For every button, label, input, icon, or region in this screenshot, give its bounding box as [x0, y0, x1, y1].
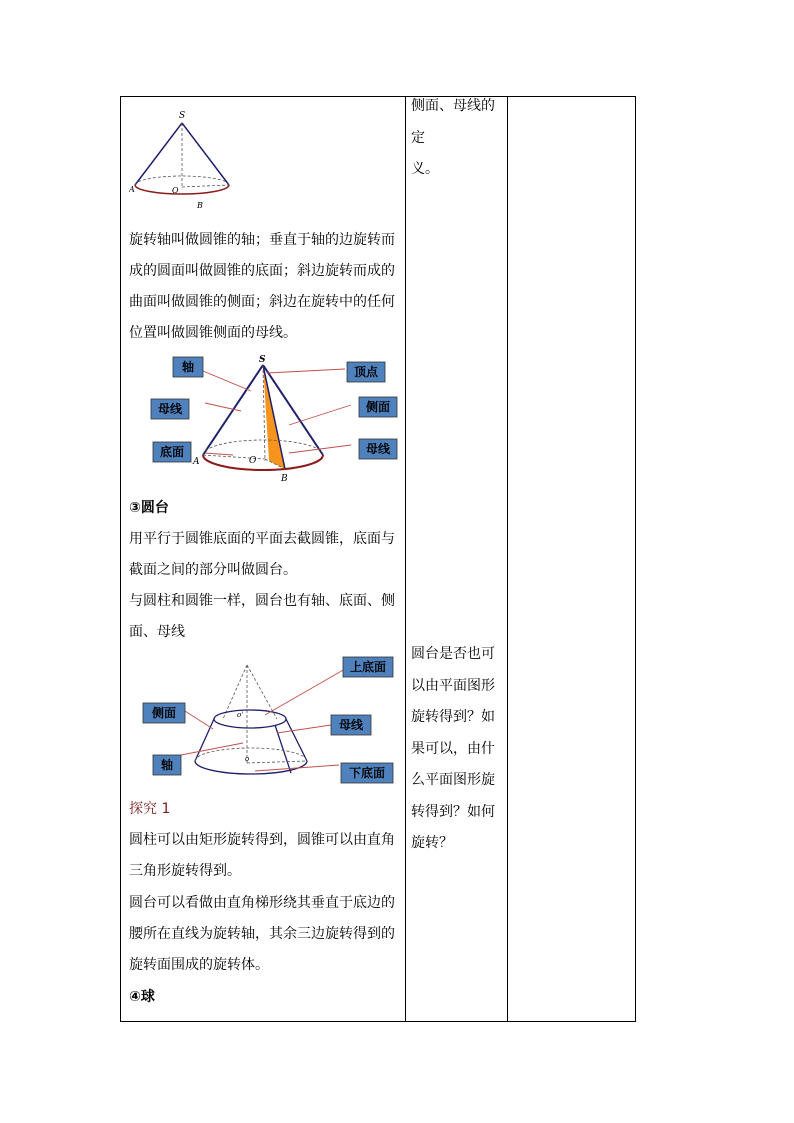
cone-definition [129, 225, 399, 349]
base-callout: 底面 [159, 445, 185, 459]
explore-label: 探究 1 [129, 801, 171, 817]
text-line: 侧面、母线的定 [411, 98, 495, 146]
text-line: 与圆柱和圆锥一样，圆台也有轴、底面、侧 [129, 593, 395, 609]
apex-label: S [179, 111, 186, 121]
upper-base-callout: 上底面 [349, 660, 387, 674]
text-line: 旋转？ [411, 835, 453, 851]
frustum-definition [129, 524, 399, 586]
text-line: 果可以，由什 [411, 740, 495, 757]
lateral-callout: 侧面 [151, 706, 177, 720]
axis-callout: 轴 [160, 758, 174, 772]
text-line: 位置叫做圆锥侧面的母线。 [129, 325, 297, 341]
frustum-parts [129, 586, 399, 648]
generatrix-callout: 母线 [157, 402, 183, 416]
lateral-callout: 侧面 [365, 400, 391, 414]
text-line: 腰所在直线为旋转轴，其余三边旋转得到的 [129, 926, 395, 942]
apex-label: S [259, 355, 266, 365]
text-line: 圆台可以看做由直角梯形绕其垂直于底边的 [129, 895, 395, 911]
point-b-label: B [197, 201, 203, 210]
text-line: 用平行于圆锥底面的平面去截圆锥，底面与 [129, 531, 395, 547]
text-line: 义。 [411, 161, 439, 177]
explore-paragraph-1 [129, 825, 399, 887]
text-line: 三角形旋转得到。 [129, 863, 241, 879]
explore-paragraph-2 [129, 888, 399, 981]
note-frustum-question [411, 639, 503, 860]
point-a-label: A [193, 457, 200, 467]
text-line: 旋转得到？如 [411, 709, 495, 725]
text-line: 曲面叫做圆锥的侧面；斜边在旋转中的任何 [129, 294, 395, 310]
point-b-label: B [281, 474, 288, 484]
text-line: 面、母线 [129, 624, 185, 640]
center-label: O [249, 456, 257, 466]
note-definition [411, 91, 503, 186]
top-center-label: o' [237, 711, 244, 719]
frustum-heading: ③圆台 [129, 500, 169, 516]
point-a-label: A [129, 185, 135, 194]
empty-column [508, 97, 636, 1021]
sphere-heading: ④球 [129, 989, 155, 1005]
text-line: 转得到？如何 [411, 803, 495, 820]
column-divider-1 [405, 97, 406, 1021]
axis-callout: 轴 [181, 360, 195, 374]
text-line: 成的圆面叫做圆锥的底面；斜边旋转而成的 [129, 263, 395, 279]
center-label: O [172, 186, 179, 195]
cone-diagram [129, 105, 249, 215]
cone-labeled-diagram [137, 355, 407, 490]
frustum-diagram [135, 655, 405, 795]
text-line: 圆台是否也可 [411, 646, 495, 662]
vertex-callout: 顶点 [353, 365, 379, 379]
text-line: 旋转轴叫做圆锥的轴；垂直于轴的边旋转而 [129, 232, 395, 248]
text-line: 么平面图形旋 [411, 772, 495, 788]
text-line: 截面之间的部分叫做圆台。 [129, 562, 297, 578]
bottom-center-label: o [245, 755, 250, 763]
text-line: 圆柱可以由矩形旋转得到，圆锥可以由直角 [129, 832, 395, 848]
text-line: 旋转面围成的旋转体。 [129, 957, 269, 973]
generatrix-callout: 母线 [338, 718, 364, 732]
generatrix-callout: 母线 [365, 442, 391, 456]
lower-base-callout: 下底面 [348, 766, 386, 780]
lesson-table [120, 96, 636, 1022]
text-line: 以由平面图形 [411, 677, 495, 694]
